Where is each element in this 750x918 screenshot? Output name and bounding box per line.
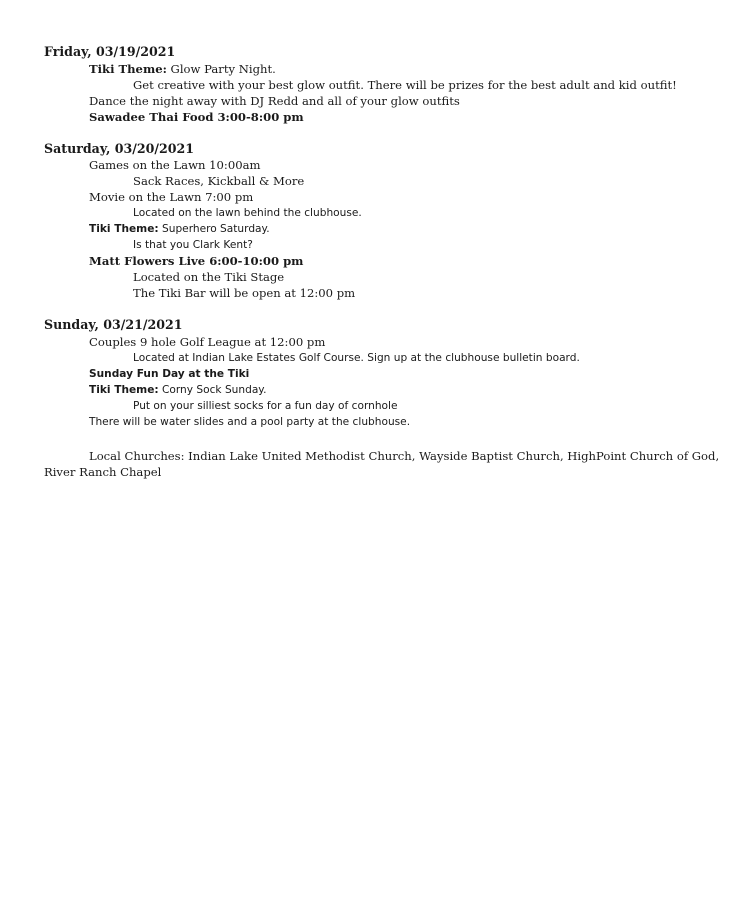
event-detail: Is that you Clark Kent? <box>133 239 253 251</box>
event-item: Couples 9 hole Golf League at 12:00 pm <box>89 335 326 349</box>
tiki-theme-text: Glow Party Night. <box>166 62 276 76</box>
day-heading-sunday: Sunday, 03/21/2021 <box>44 317 183 332</box>
event-item-bold: Sawadee Thai Food 3:00-8:00 pm <box>89 110 304 124</box>
tiki-theme-label: Tiki Theme: <box>89 384 159 396</box>
event-item: Games on the Lawn 10:00am <box>89 158 261 172</box>
local-churches-continued: River Ranch Chapel <box>44 465 162 479</box>
event-detail: Put on your silliest socks for a fun day of cornhole <box>133 400 398 412</box>
event-detail: Get creative with your best glow outfit. There will be prizes for the best adult and kid outfit! <box>133 78 677 92</box>
tiki-theme-text: Superhero Saturday. <box>158 223 270 235</box>
tiki-theme-line <box>89 382 266 398</box>
event-detail: The Tiki Bar will be open at 12:00 pm <box>133 286 356 300</box>
event-detail: Located on the Tiki Stage <box>133 270 285 284</box>
event-item: There will be water slides and a pool party at the clubhouse. <box>89 416 411 428</box>
tiki-theme-line <box>89 61 276 77</box>
tiki-theme-line <box>89 221 270 237</box>
tiki-theme-text: Corny Sock Sunday. <box>158 384 267 396</box>
event-item-bold: Sunday Fun Day at the Tiki <box>89 368 250 380</box>
event-item-bold: Matt Flowers Live 6:00-10:00 pm <box>89 254 304 268</box>
tiki-theme-label: Tiki Theme: <box>89 223 159 235</box>
day-heading-saturday: Saturday, 03/20/2021 <box>44 141 195 156</box>
day-heading-friday: Friday, 03/19/2021 <box>44 44 176 59</box>
event-detail: Sack Races, Kickball & More <box>133 174 305 188</box>
event-item: Dance the night away with DJ Redd and all of your glow outfits <box>89 94 460 108</box>
event-detail: Located on the lawn behind the clubhouse. <box>133 207 362 219</box>
event-detail: Located at Indian Lake Estates Golf Course. Sign up at the clubhouse bulletin board. <box>133 352 580 364</box>
local-churches-line: Local Churches: Indian Lake United Methodist Church, Wayside Baptist Church, HighPoint Church of God, <box>89 449 720 463</box>
event-item: Movie on the Lawn 7:00 pm <box>89 190 254 204</box>
tiki-theme-label: Tiki Theme: <box>89 62 167 76</box>
